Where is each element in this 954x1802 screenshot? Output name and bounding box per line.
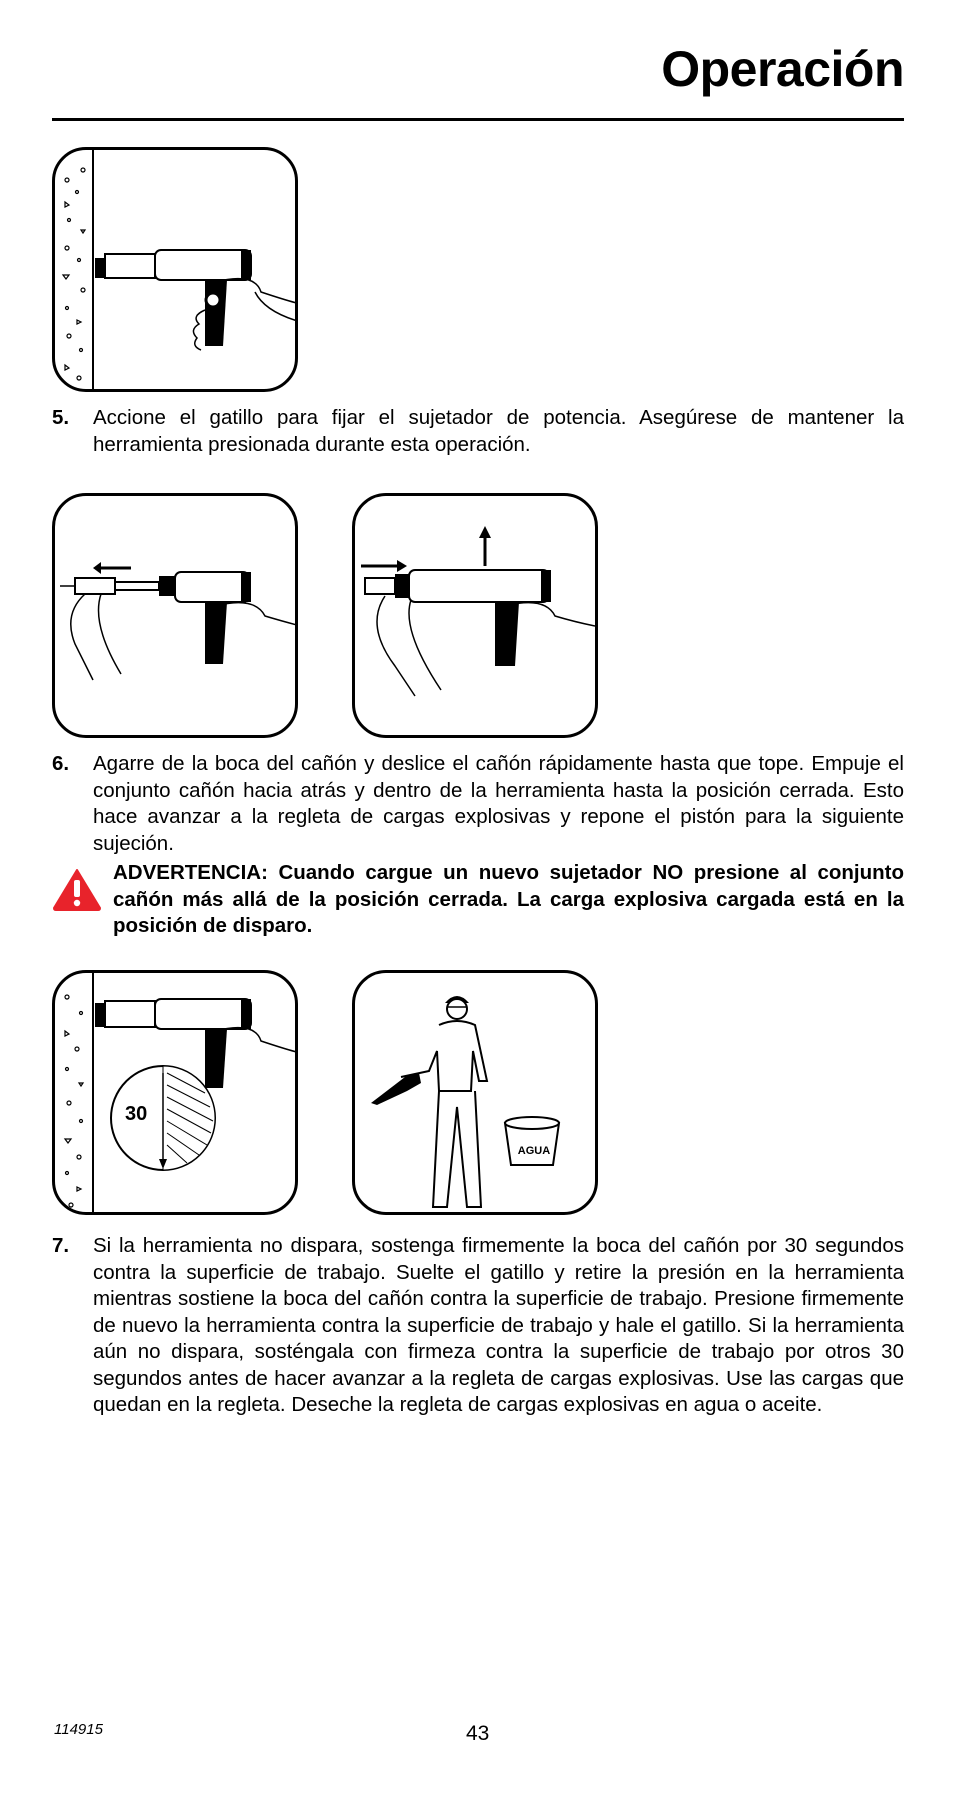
step-number: 5. bbox=[52, 406, 70, 429]
pull-barrel-illustration bbox=[55, 496, 298, 738]
step-5 bbox=[52, 405, 904, 458]
figure-dispose-in-water bbox=[352, 970, 598, 1215]
figure-push-barrel bbox=[352, 493, 598, 738]
warning-text: ADVERTENCIA: Cuando cargue un nuevo sujetador NO presione al conjunto cañón más allá de la posición cerrada. La carga explosiva cargada está en la posición de disparo. bbox=[113, 861, 904, 937]
figure-tool-against-wall bbox=[52, 147, 298, 392]
step-text: Accione el gatillo para fijar el sujetador de potencia. Asegúrese de mantener la herramienta presionada durante esta operación. bbox=[93, 406, 904, 456]
step-7 bbox=[52, 1233, 904, 1419]
step-number: 6. bbox=[52, 752, 70, 775]
tool-firing-illustration bbox=[55, 150, 298, 392]
document-code: 114915 bbox=[54, 1721, 103, 1738]
page-number: 43 bbox=[466, 1722, 490, 1745]
title-divider bbox=[52, 118, 904, 121]
step-text: Si la herramienta no dispara, sostenga firmemente la boca del cañón por 30 segundos contra la superficie de trabajo. Suelte el gatillo y retire la presión en la herramienta mientras sostiene la boca del cañón contra la superficie de trabajo. Presione firmemente de nuevo la herramienta contra la superficie de trabajo y hale el gatillo. Si la herramienta aún no dispara, sosténgala con firmeza contra la superficie de trabajo por otros 30 segundos antes de hacer avanzar a la regleta de cargas explosivas. Use las cargas que quedan en la regleta. Deseche la regleta de cargas explosivas en agua o aceite. bbox=[93, 1234, 904, 1416]
timer-seconds-label: 30 bbox=[125, 1103, 148, 1125]
figure-hold-30-seconds bbox=[52, 970, 298, 1215]
bucket-label: AGUA bbox=[517, 1145, 551, 1157]
worker-with-bucket-illustration bbox=[355, 973, 598, 1215]
warning-triangle-icon bbox=[52, 868, 102, 912]
page-title: Operación bbox=[661, 41, 904, 97]
push-barrel-illustration bbox=[355, 496, 598, 738]
warning-block bbox=[52, 860, 904, 940]
step-text: Agarre de la boca del cañón y deslice el cañón rápidamente hasta que tope. Empuje el conjunto cañón hacia atrás y dentro de la herramienta hasta la posición cerrada. Esto hace avanzar a la regleta de cargas explosivas y repone el pistón para la siguiente sujeción. bbox=[93, 752, 904, 855]
step-number: 7. bbox=[52, 1234, 70, 1257]
figure-pull-barrel bbox=[52, 493, 298, 738]
step-6 bbox=[52, 751, 904, 857]
hold-timer-illustration bbox=[55, 973, 298, 1215]
